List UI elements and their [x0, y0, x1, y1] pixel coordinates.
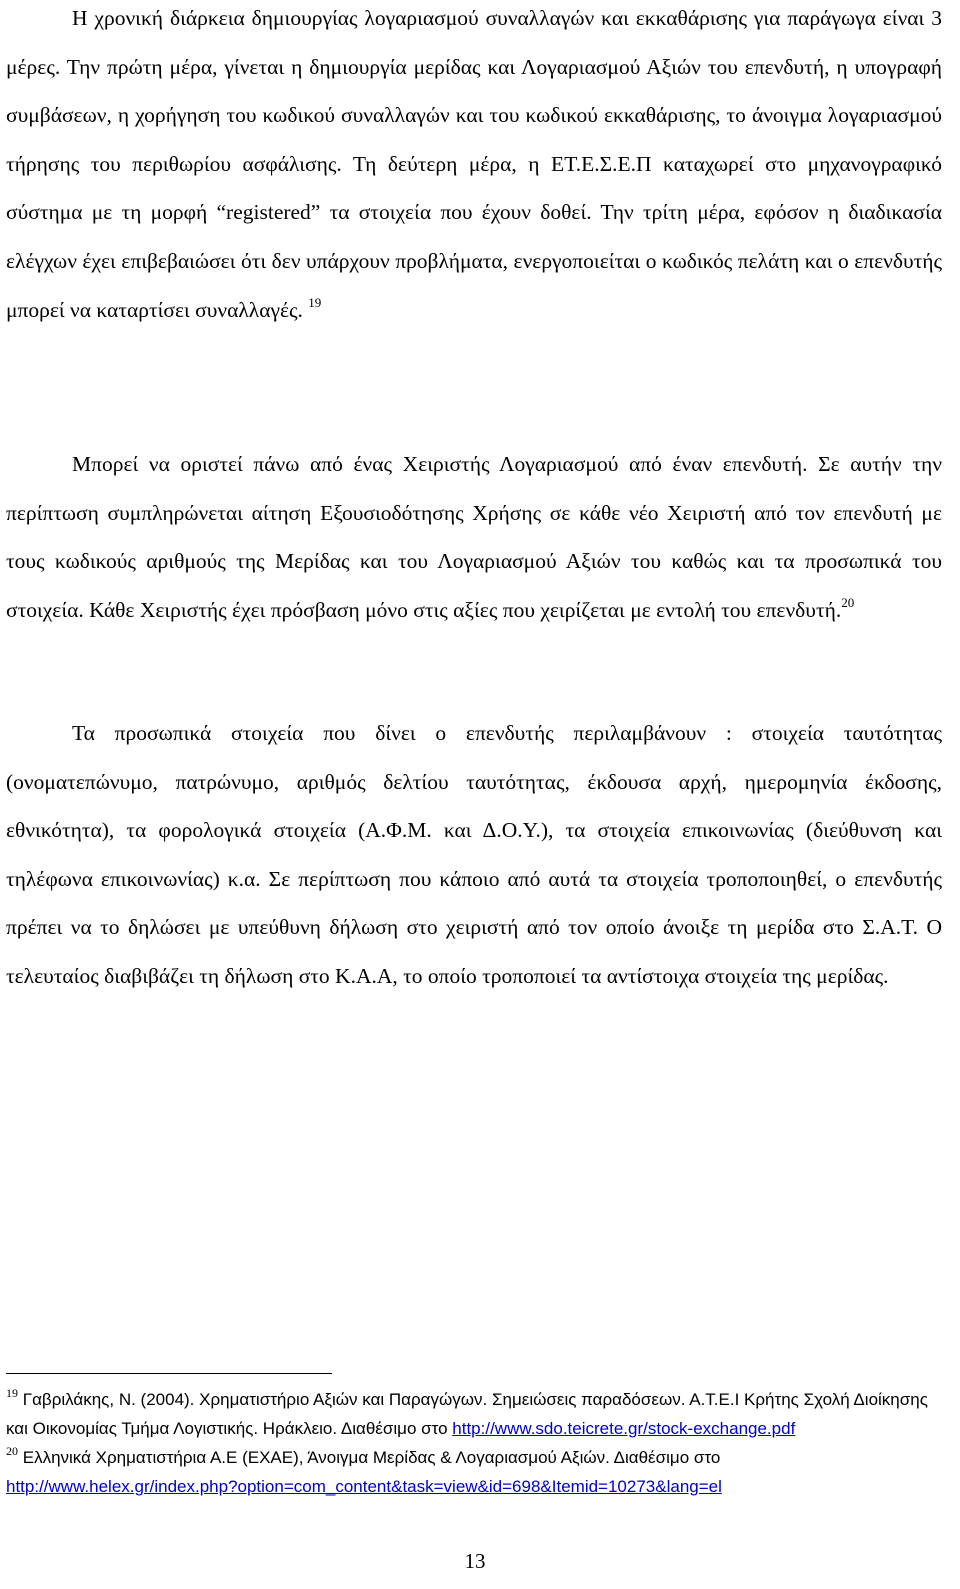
footnote-link-20[interactable]: http://www.helex.gr/index.php?option=com_content&task=view&id=698&Itemid=10273&lang=el [6, 1477, 722, 1496]
paragraph-account-creation [6, 0, 942, 334]
paragraph-personal-data [6, 709, 942, 1001]
footnotes-section [6, 1385, 946, 1501]
footnote-ref-20[interactable]: 20 [841, 594, 855, 610]
footnote-19 [6, 1385, 946, 1443]
paragraph-account-operators [6, 440, 942, 634]
page-number: 13 [464, 1549, 486, 1573]
footnote-text: Γαβριλάκης, Ν. (2004). Χρηματιστήριο Αξιών και Παραγώγων. Σημειώσεις παραδόσεων. Α.Τ.Ε.Ι Κρήτης Σχολή Διοίκησης και Οικονομίας Τμήμα Λογιστικής. Ηράκλειο. Διαθέσιμο στο [6, 1390, 928, 1438]
paragraph-text: Τα προσωπικά στοιχεία που δίνει ο επενδυτής περιλαμβάνουν : στοιχεία ταυτότητας (ονοματεπώνυμο, πατρώνυμο, αριθμός δελτίου ταυτότητας, έκδουσα αρχή, ημερομηνία έκδοσης, εθνικότητα), τα φορολογικά στοιχεία (Α.Φ.Μ. και Δ.Ο.Υ.), τα στοιχεία επικοινωνίας (διεύθυνση και τηλέφωνα επικοινωνίας) κ.α. Σε περίπτωση που κάποιο από αυτά τα στοιχεία τροποποιηθεί, ο επενδυτής πρέπει να το δηλώσει με υπεύθυνη δήλωση στο χειριστή από τον οποίο άνοιξε τη μερίδα στο Σ.Α.Τ. Ο τελευταίος διαβιβάζει τη δήλωση στο Κ.Α.Α, το οποίο τροποποιεί τα αντίστοιχα στοιχεία της μερίδας. [6, 721, 942, 988]
paragraph-text: Μπορεί να οριστεί πάνω από ένας Χειριστής Λογαριασμού από έναν επενδυτή. Σε αυτήν την περίπτωση συμπληρώνεται αίτηση Εξουσιοδότησης Χρήσης σε κάθε νέο Χειριστή από τον επενδυτή με τους κωδικούς αριθμούς της Μερίδας και του Λογαριασμού Αξιών του καθώς και τα προσωπικά του στοιχεία. Κάθε Χειριστής έχει πρόσβαση μόνο στις αξίες που χειρίζεται με εντολή του επενδυτή. [6, 452, 942, 622]
footnote-20 [6, 1443, 946, 1501]
paragraph-text: Η χρονική διάρκεια δημιουργίας λογαριασμού συναλλαγών και εκκαθάρισης για παράγωγα είναι 3 μέρες. Την πρώτη μέρα, γίνεται η δημιουργία μερίδας και Λογαριασμού Αξιών του επενδυτή, η υπογραφή συμβάσεων, η χορήγηση του κωδικού συναλλαγών και του κωδικού εκκαθάρισης, το άνοιγμα λογαριασμού τήρησης του περιθωρίου ασφάλισης. Τη δεύτερη μέρα, η ΕΤ.Ε.Σ.Ε.Π καταχωρεί στο μηχανογραφικό σύστημα με τη μορφή “registered” τα στοιχεία που έχουν δοθεί. Την τρίτη μέρα, εφόσον η διαδικασία ελέγχων έχει επιβεβαιώσει ότι δεν υπάρχουν προβλήματα, ενεργοποιείται ο κωδικός πελάτη και ο επενδυτής μπορεί να καταρτίσει συναλλαγές. [6, 6, 942, 322]
footnote-separator [6, 1373, 332, 1374]
footnote-text: Ελληνικά Χρηματιστήρια Α.Ε (ΕΧΑΕ), Άνοιγμα Μερίδας & Λογαριασμού Αξιών. Διαθέσιμο στο [22, 1448, 721, 1467]
footnote-number: 20 [6, 1444, 18, 1458]
footnote-number: 19 [6, 1386, 18, 1400]
footnote-ref-19[interactable]: 19 [308, 294, 322, 310]
footnote-link-19[interactable]: http://www.sdo.teicrete.gr/stock-exchange.pdf [452, 1419, 796, 1438]
